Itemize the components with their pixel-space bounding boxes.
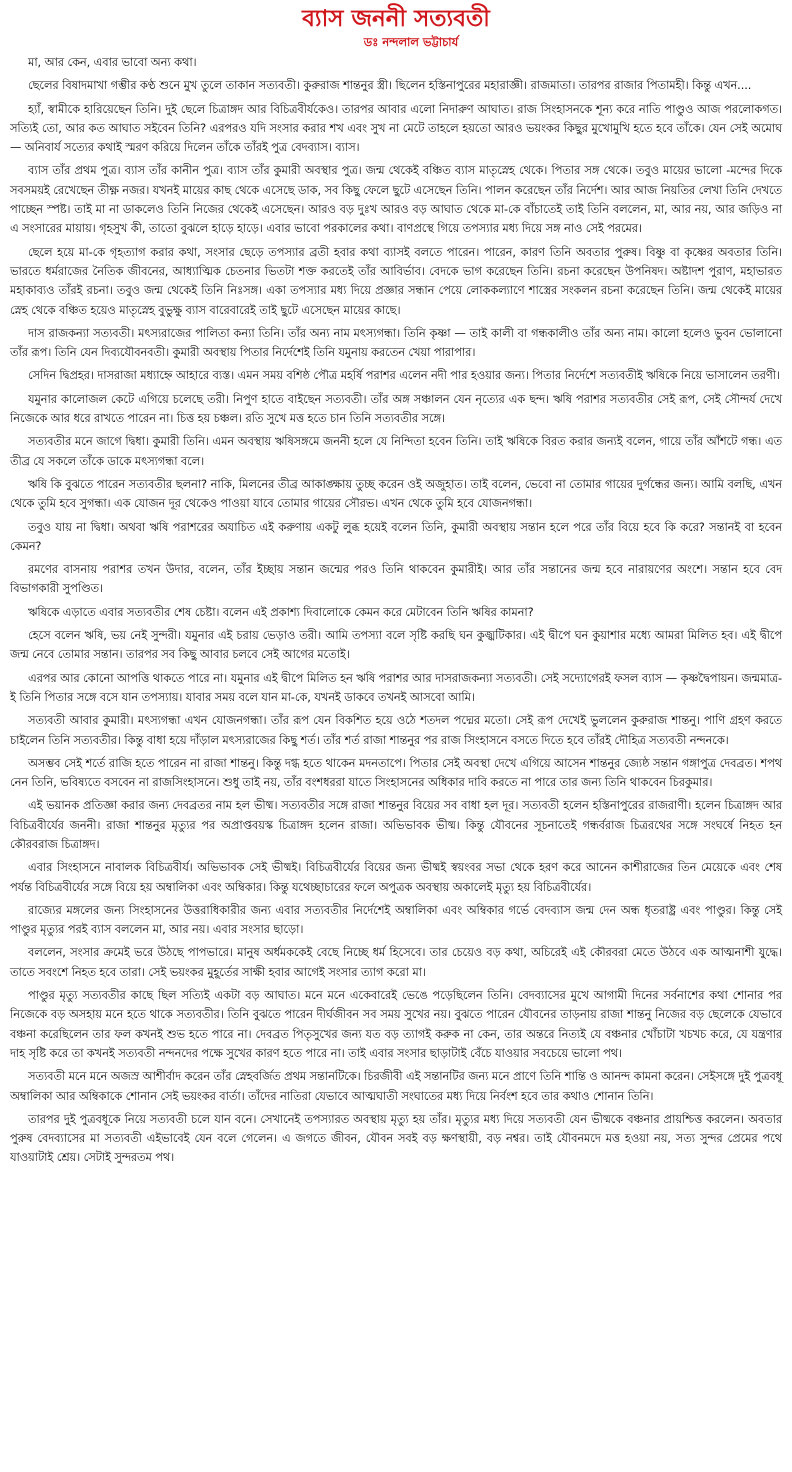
article-paragraph: সত্যবতীর মনে জাগে দ্বিধা। কুমারী তিনি। এমন অবস্থায় ঋষিসঙ্গমে জননী হলে যে নিন্দিতা হবেন তিনি। তাই ঋষিকে বিরত করার জন্যই বলেন, গায়ে তাঁর আঁশটে গন্ধ। এত তীব্র যে সকলে তাঁকে ডাকে মৎস্যগন্ধা বলে।	[10, 434, 782, 468]
article-paragraph: ছেলের বিষাদমাখা গম্ভীর কণ্ঠ শুনে মুখ তুলে তাকান সত্যবতী। কুরুরাজ শান্তনুর স্ত্রী। ছিলেন হস্তিনাপুরের মহারাজ্ঞী। রাজমাতা। তারপর রাজার পিতামহী। কিন্তু এখন....	[28, 78, 752, 93]
article-paragraph: হ্যাঁ, স্বামীকে হারিয়েছেন তিনি। দুই ছেলে চিত্রাঙ্গদ আর বিচিত্রবীর্যকেও। তারপর আবার এলো নিদারুণ আঘাত। রাজ সিংহাসনকে শূন্য করে নাতি পাণ্ডুও আজ পরলোকগত। সত্যিই তো, আর কত আঘাত সইবেন তিনি? এরপরও যদি সংসার করার শখ এবং সুখ না মেটে তাহলে হয়তো আরও ভয়ংকর কিছুর মুখোমুখি হতে হবে তাঁকে। যেন সেই অমোঘ — অনিবার্য সত্যের কথাই স্মরণ করিয়ে দিলেন তাঁকে তাঁরই পুত্র বেদব্যাস। ব্যাস।	[10, 101, 783, 155]
article-paragraph: রাজ্যের মঙ্গলের জন্য সিংহাসনের উত্তরাধিকারীর জন্য এবার সত্যবতীর নির্দেশেই অম্বালিকা এবং অম্বিকার গর্ভে বেদব্যাস জন্ম দেন অন্ধ ধৃতরাষ্ট্র এবং পাণ্ডুর। কিন্তু সেই পাণ্ডুর মৃত্যুর পরই ব্যাস বললেন মা, আর নয়। এবার সংসার ছাড়ো।	[10, 902, 782, 937]
article-paragraph: এবার সিংহাসনে নাবালক বিচিত্রবীর্য। অভিভাবক সেই ভীষ্মই। বিচিত্রবীর্যের বিয়ের জন্য ভীষ্মই স্বয়ংবর সভা থেকে হরণ করে আনেন কাশীরাজের তিন মেয়েকে এবং শেষ পর্যন্ত বিচিত্রবীর্যের সঙ্গে বিয়ে হয় অম্বালিকা এবং অম্বিকার। কিন্তু যথেচ্ছাচারের ফলে অপুত্রক অবস্থায় অকালেই মৃত্যু হয় বিচিত্রবীর্যের।	[10, 860, 782, 894]
article-paragraph: এরপর আর কোনো আপত্তি থাকতে পারে না। যমুনার এই দ্বীপে মিলিত হন ঋষি পরাশর আর দাসরাজকন্যা সত্যবতী। সেই সদ্যোগেরই ফসল ব্যাস — কৃষ্ণদ্বৈপায়ন। জন্মমাত্র-ই তিনি পিতার সঙ্গে বসে যান তপস্যায়। যাবার সময় বলে যান মা-কে, যখনই ডাকবে তখনই আসবো আমি।	[10, 670, 782, 704]
article-paragraph: এই ভয়ানক প্রতিজ্ঞা করার জন্য দেবব্রতর নাম হল ভীষ্ম। সত্যবতীর সঙ্গে রাজা শান্তনুর বিয়ের সব বাধা হল দূর। সত্যবতী হলেন হস্তিনাপুরের রাজরাণী। হলেন চিত্রাঙ্গদ আর বিচিত্রবীর্যের জননী। রাজা শান্তনুর মৃত্যুর পর অপ্রাপ্তবয়স্ক চিত্রাঙ্গদ হলেন রাজা। অভিভাবক ভীষ্ম। কিন্তু যৌবনের সূচনাতেই গন্ধর্বরাজ চিত্ররথের সঙ্গে সংঘর্ষে নিহত হন কৌরবরাজ চিত্রাঙ্গদ।	[10, 798, 782, 851]
article-paragraph: অসম্ভব সেই শর্তে রাজি হতে পারেন না রাজা শান্তনু। কিন্তু দগ্ধ হতে থাকেন মদনতাপে। পিতার সেই অবস্থা দেখে এগিয়ে আসেন শান্তনুর জ্যেষ্ঠ সন্তান গঙ্গাপুত্র দেবব্রত। শপথ নেন তিনি, ভবিষ্যতে বসবেন না রাজসিংহাসনে। শুধু তাই নয়, তাঁর বংশধররা যাতে সিংহাসনের অধিকার দাবি করতে না পারে তার জন্য তিনি থাকবেন চিরকুমার।	[10, 755, 782, 790]
article-paragraph: বললেন, সংসার ক্রমেই ভরে উঠছে পাপভারে। মানুষ অর্ধমককেই বেছে নিচ্ছে ধর্ম হিসেবে। তার চেয়েও বড় কথা, অচিরেই এই কৌরবরা মেতে উঠবে এক আত্মনাশী যুদ্ধে। তাতে সবংশে নিহত হবে তারা। সেই ভয়ংকর মুহূর্তের সাক্ষী হবার আগেই সংসার ত্যাগ করো মা।	[10, 945, 782, 979]
article-body	[10, 53, 782, 1168]
article-paragraph: হেসে বলেন ঋষি, ভয় নেই সুন্দরী। যমুনার এই চরায় ভেড়াও তরী। আমি তপস্যা বলে সৃষ্টি করছি ঘন কুজ্ঝটিকার। এই দ্বীপে ঘন কুয়াশার মধ্যে আমরা মিলিত হব। এই দ্বীপে জন্ম নেবে তোমার সন্তান। তারপর সব কিছু আবার চলবে সেই আগের মতোই।	[10, 628, 782, 662]
article-paragraph: সেদিন দ্বিপ্রহর। দাসরাজা মধ্যাহ্নে আহারে ব্যস্ত। এমন সময় বশিষ্ঠ পৌত্র মহর্ষি পরাশর এলেন নদী পার হওয়ার জন্য। পিতার নির্দেশে সত্যবতীই ঋষিকে নিয়ে ভাসালেন তরণী।	[28, 368, 780, 383]
article-paragraph: যমুনার কালোজল কেটে এগিয়ে চলেছে তরী। নিপুণ হাতে বাইছেন সত্যবতী। তাঁর অঙ্গ সঞ্চালন যেন নৃত্যের এক ছন্দ। ঋষি পরাশর সত্যবতীর সেই রূপ, সেই সৌন্দর্য দেখে নিজেকে আর ধরে রাখতে পারেন না। চিত্ত হয় চঞ্চল। রতি সুখে মত্ত হতে চান তিনি সত্যবতীর সঙ্গে।	[10, 391, 782, 426]
article-paragraph: পাণ্ডুর মৃত্যু সত্যবতীর কাছে ছিল সত্যিই একটা বড় আঘাত। মনে মনে একেবারেই ভেঙে পড়েছিলেন তিনি। বেদব্যাসের মুখে আগামী দিনের সর্বনাশের কথা শোনার পর নিজেকে বড় অসহায় মনে হতে থাকে সত্যবতীর। তিনি বুঝতে পারেন দীর্ঘজীবন সব সময় সুখের নয়। বুঝতে পারেন যৌবনের তাড়নায় রাজা শান্তনু নিজের বড় ছেলেকে যেভাবে বঞ্চনা করেছিলেন তার ফল কখনই শুভ হতে পারে না। দেবব্রত পিতৃসুখের জন্য যত বড় ত্যাগই করুক না কেন, তার অন্তরে নিত্যই যে বঞ্চনার খোঁচাটা খচখচ করে, যে যন্ত্রণার দাহ সৃষ্টি করে তা কখনই সত্যবতী নন্দনদের পক্ষে সুখের কারণ হতে পারে না। তাই এবার সংসার ছাড়াটাই বেঁচে যাওয়ার সবচেয়ে ভালো পথ।	[10, 988, 782, 1060]
article-paragraph: তারপর দুই পুত্রবধূকে নিয়ে সত্যবতী চলে যান বনে। সেখানেই তপস্যারত অবস্থায় মৃত্যু হয় তাঁর। মৃত্যুর মধ্য দিয়ে সত্যবতী যেন ভীষ্মকে বঞ্চনার প্রায়শ্চিত্ত করলেন। অবতার পুরুষ বেদব্যাসের মা সত্যবতী এইভাবেই যেন বলে গেলেন। এ জগতে জীবন, যৌবন সবই বড় ক্ষণস্থায়ী, বড় নশ্বর। তাই যৌবনমদে মত্ত হওয়া নয়, সত্য সুন্দর প্রেমের পথে যাওয়াটাই শ্রেয়। সেটাই সুন্দরতম পথ।	[10, 1111, 782, 1165]
article-paragraph: সত্যবতী মনে মনে অজস্র আশীর্বাদ করেন তাঁর স্নেহবর্জিত প্রথম সন্তানটিকে। চিরজীবী এই সন্তানটির জন্য মনে প্রাণে তিনি শান্তি ও আনন্দ কামনা করেন। সেইসঙ্গে দুই পুত্রবধূ অম্বালিকা আর অম্বিকাকে শোনান সেই ভয়ংকর বার্তা। তাঁদের নাতিরা যেভাবে আত্মঘাতী সংঘাতের মধ্য দিয়ে নির্বংশ হবে তার কথাও শোনান তিনি।	[10, 1069, 782, 1103]
article-paragraph: ঋষি কি বুঝতে পারেন সত্যবতীর ছলনা? নাকি, মিলনের তীব্র আকাঙ্ক্ষায় তুচ্ছ করেন ওই অজুহাত। তাই বলেন, ভেবো না তোমার গায়ের দুর্গন্ধের জন্য। আমি বলছি, এখন থেকে তুমি হবে সুগন্ধা। এক যোজন দূর থেকেও পাওয়া যাবে তোমার গায়ের সৌরভ। এখন থেকে তুমি হবে যোজনগন্ধা।	[10, 476, 782, 511]
article-paragraph: তবুও যায় না দ্বিধা। অথবা ঋষি পরাশরের অযাচিত এই করুণায় একটু লুব্ধ হয়েই বলেন তিনি, কুমারী অবস্থায় সন্তান হলে পরে তাঁর বিয়ে হবে কি করে? সন্তানই বা হবেন কেমন?	[10, 519, 782, 553]
article-paragraph: ছেলে হয়ে মা-কে গৃহত্যাগ করার কথা, সংসার ছেড়ে তপস্যার ব্রতী হবার কথা ব্যাসই বলতে পারেন। পারেন, কারণ তিনি অবতার পুরুষ। বিষ্ণু বা কৃষ্ণের অবতার তিনি। ভারতে ধর্মরাজের নৈতিক জীবনের, আধ্যাত্মিক চেতনার ভিতটা শক্ত করতেই তাঁর আবির্ভাব। বেদকে ভাগ করেছেন তিনি। রচনা করেছেন উপনিষদ। অষ্টাদশ পুরাণ, মহাভারত মহাকাব্যও তাঁরই রচনা। তবুও জন্ম থেকেই তিনি নিঃসঙ্গ। একা তপস্যার মধ্য দিয়ে প্রজ্ঞার সন্ধান পেয়ে লোককল্যাণে শাস্ত্রের সংকলন রচনা করেছেন তিনি। জন্ম থেকেই মায়ের স্নেহ থেকে বঞ্চিত হয়েও মাতৃস্নেহ বুভুক্ষু ব্যাস বারেবারেই তাই ছুটে এসেছেন মায়ের কাছে।	[10, 244, 782, 317]
article-paragraph: ঋষিকে এড়াতে এবার সত্যবতীর শেষ চেষ্টা। বলেন এই প্রকাশ্য দিবালোকে কেমন করে মেটাবেন তিনি ঋষির কামনা?	[28, 604, 534, 619]
article-paragraph: সত্যবতী আবার কুমারী। মৎস্যগন্ধা এখন যোজনগন্ধা। তাঁর রূপ যেন বিকশিত হয়ে ওঠে শতদল পদ্মের মতো। সেই রূপ দেখেই ভুললেন কুরুরাজ শান্তনু। পাণি গ্রহণ করতে চাইলেন তিনি সত্যবতীর। কিন্তু বাধা হয়ে দাঁড়াল মৎস্যরাজের কিছু শর্ত। তাঁর শর্ত রাজা শান্তনুর পর রাজ সিংহাসনে বসতে দিতে হবে তাঁরই দৌহিত্র সত্যবতী নন্দনকে।	[10, 713, 782, 747]
article-paragraph: মা, আর কেন, এবার ভাবো অন্য কথা।	[28, 55, 197, 69]
article-title: ব্যাস জননী সত্যবতী	[302, 6, 490, 32]
article-paragraph: দাস রাজকন্যা সত্যবতী। মৎস্যরাজের পালিতা কন্যা তিনি। তাঁর অন্য নাম মৎস্যগন্ধা। তিনি কৃষ্ণা — তাই কালী বা গন্ধকালীও তাঁর অন্য নাম। কালো হলেও ভুবন ভোলানো তাঁর রূপ। তিনি যেন দিব্যযৌবনবতী। কুমারী অবস্থায় পিতার নির্দেশেই তিনি যমুনায় করতেন খেয়া পারাপার।	[10, 325, 782, 360]
article-paragraph: ব্যাস তাঁর প্রথম পুত্র। ব্যাস তাঁর কানীন পুত্র। ব্যাস তাঁর কুমারী অবস্থার পুত্র। জন্ম থেকেই বঞ্চিত ব্যাস মাতৃস্নেহ থেকে। পিতার সঙ্গ থেকে। তবুও মায়ের ভালো -মন্দের দিকে সবসময়ই রেখেছেন তীক্ষ্ণ নজর। যখনই মায়ের কাছ থেকে এসেছে ডাক, সব কিছু ফেলে ছুটে এসেছেন তিনি। পালন করেছেন তাঁর নির্দেশ। আর আজ নিয়তির লেখা তিনি দেখতে পাচ্ছেন স্পষ্ট। তাই মা না ডাকলেও তিনি নিজের থেকেই এসেছেন। আরও বড় দুঃখ আরও বড় আঘাত থেকে মা-কে বাঁচাতেই তাই তিনি বললেন, মা, আর নয়, আর জড়িও না এ সংসারের মায়ায়। গৃহসুখ কী, তাতো বুঝলে হাড়ে হাড়ে। এবার ভাবো পরকালের কথা। বাণপ্রস্থে গিয়ে তপস্যার মধ্য দিয়ে সঙ্গ নাও সেই পরমের।	[10, 163, 782, 236]
article-paragraph: রমণের বাসনায় পরাশর তখন উদার, বলেন, তাঁর ইচ্ছায় সন্তান জন্মের পরও তিনি থাকবেন কুমারীই। আর তাঁর সন্তানের জন্ম হবে নারায়ণের অংশে। সন্তান হবে বেদ বিভাগকারী সুপণ্ডিত।	[10, 562, 783, 596]
author-byline: ডঃ নন্দলাল ভট্টাচার্য	[363, 35, 459, 49]
